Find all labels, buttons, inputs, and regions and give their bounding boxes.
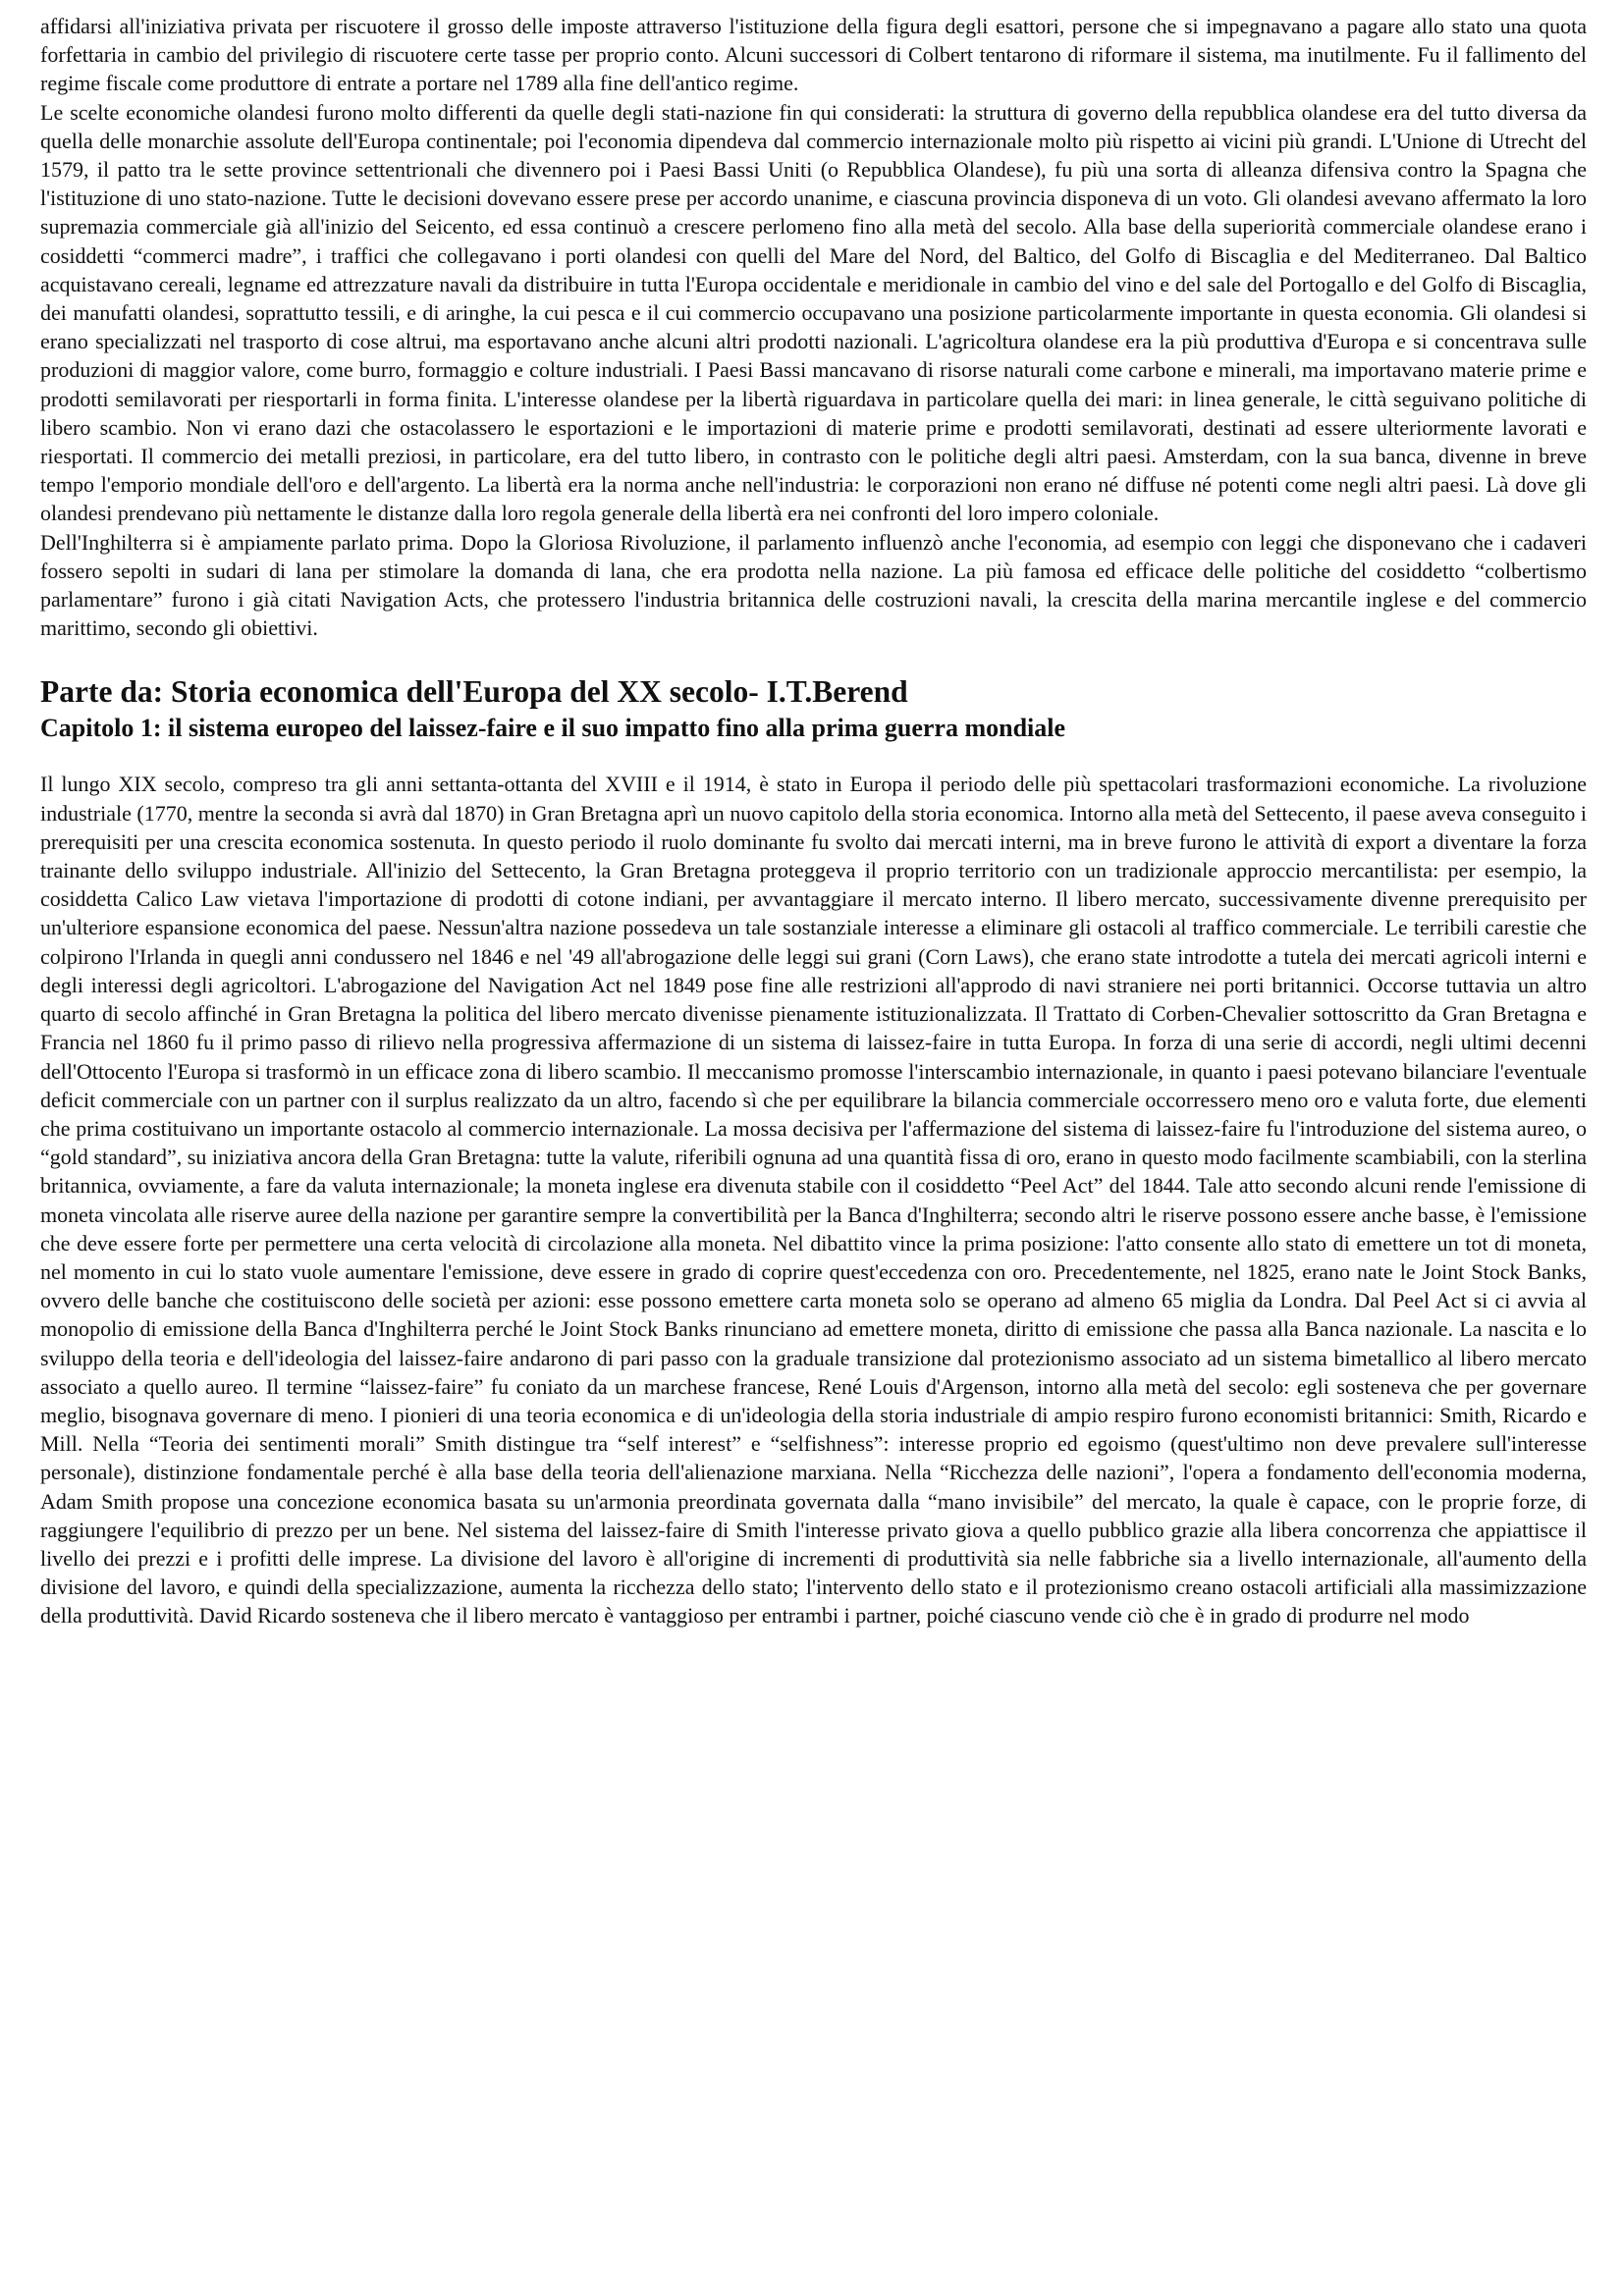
paragraph-long-nineteenth-century: Il lungo XIX secolo, compreso tra gli anni settanta-ottanta del XVIII e il 1914, è stato in Europa il periodo delle più spettacolari trasformazioni economiche. La rivoluzione industriale (1770, mentre la seconda si avrà dal 1870) in Gran Bretagna aprì un nuovo capitolo della storia economica. Intorno alla metà del Settecento, il paese aveva conseguito i prerequisiti per una crescita economica sostenuta. In questo periodo il ruolo dominante fu svolto dai mercati interni, ma in breve furono le attività di export a diventare la forza trainante dello sviluppo industriale. All'inizio del Settecento, la Gran Bretagna proteggeva il proprio territorio con un tradizionale approccio mercantilista: per esempio, la cosiddetta Calico Law vietava l'importazione di prodotti di cotone indiani, per avvantaggiare il mercato interno. Il libero mercato, successivamente divenne prerequisito per un'ulteriore espansione economica del paese. Nessun'altra nazione possedeva un tale sostanziale interesse a eliminare gli ostacoli al traffico commerciale. Le terribili carestie che colpirono l'Irlanda in quegli anni condussero nel 1846 e nel '49 all'abrogazione delle leggi sui grani (Corn Laws), che erano state introdotte a tutela dei mercati agricoli interni e degli interessi degli agricoltori. L'abrogazione del Navigation Act nel 1849 pose fine alle restrizioni all'approdo di navi straniere nei porti britannici. Occorse tuttavia un altro quarto di secolo affinché in Gran Bretagna la politica del libero mercato divenisse pienamente istituzionalizzata. Il Trattato di Corben-Chevalier sottoscritto da Gran Bretagna e Francia nel 1860 fu il primo passo di rilievo nella progressiva affermazione di un sistema di laissez-faire in tutta Europa. In forza di una serie di accordi, negli ultimi decenni dell'Ottocento l'Europa si trasformò in un efficace zona di libero scambio. Il meccanismo promosse l'interscambio internazionale, in quanto i paesi potevano bilanciare l'eventuale deficit commerciale con un partner con il surplus realizzato da un altro, facendo sì che per equilibrare la bilancia commerciale occorressero meno oro e valuta forte, due elementi che prima costituivano un importante ostacolo al commercio internazionale. La mossa decisiva per l'affermazione del sistema di laissez-faire fu l'introduzione del sistema aureo, o “gold standard”, su iniziativa ancora della Gran Bretagna: tutte la valute, riferibili ognuna ad una quantità fissa di oro, erano in questo modo facilmente scambiabili, con la sterlina britannica, ovviamente, a fare da valuta internazionale; la moneta inglese era divenuta stabile con il cosiddetto “Peel Act” del 1844. Tale atto secondo alcuni rende l'emissione di moneta vincolata alle riserve auree della nazione per garantire sempre la convertibilità per la Banca d'Inghilterra; secondo altri le riserve possono essere anche basse, è l'emissione che deve essere forte per permettere una certa velocità di circolazione alla moneta. Nel dibattito vince la prima posizione: l'atto consente allo stato di emettere un tot di moneta, nel momento in cui lo stato vuole aumentare l'emissione, deve essere in grado di coprire quest'eccedenza con oro. Precedentemente, nel 1825, erano nate le Joint Stock Banks, ovvero delle banche che costituiscono delle società per azioni: esse possono emettere carta moneta solo se operano ad almeno 65 miglia da Londra. Dal Peel Act si ci avvia al monopolio di emissione della Banca d'Inghilterra perché le Joint Stock Banks rinunciano ad emettere moneta, diritto di emissione che passa alla Banca nazionale. La nascita e lo sviluppo della teoria e dell'ideologia del laissez-faire andarono di pari passo con la graduale transizione dal protezionismo associato ad un sistema bimetallico al libero mercato associato a quello aureo. Il termine “laissez-faire” fu coniato da un marchese francese, René Louis d'Argenson, intorno alla metà del secolo: egli sosteneva che per governare meglio, bisognava governare di meno. I pionieri di una teoria economica e di un'ideologia della storia industriale di ampio respiro furono economisti britannici: Smith, Ricardo e Mill. Nella “Teoria dei sentimenti morali” Smith distingue tra “self interest” e “selfishness”: interesse proprio ed egoismo (quest'ultimo non deve prevalere sull'interesse personale), distinzione fondamentale perché è alla base della teoria dell'alienazione marxiana. Nella “Ricchezza delle nazioni”, l'opera a fondamento dell'economia moderna, Adam Smith propose una concezione economica basata su un'armonia preordinata governata dalla “mano invisibile” del mercato, la quale è capace, con le proprie forze, di raggiungere l'equilibrio di prezzo per un bene. Nel sistema del laissez-faire di Smith l'interesse privato giova a quello pubblico grazie alla libera concorrenza che appiattisce il livello dei prezzi e i profitti delle imprese. La divisione del lavoro è all'origine di incrementi di produttività sia nelle fabbriche sia a livello internazionale, all'aumento della divisione del lavoro, e quindi della specializzazione, aumenta la ricchezza dello stato; l'intervento dello stato e il protezionismo creano ostacoli artificiali alla massimizzazione della produttività. David Ricardo sosteneva che il libero mercato è vantaggioso per entrambi i partner, poiché ciascuno vende ciò che è in grado di produrre nel modo [40, 772, 1587, 1629]
paragraph-england: Dell'Inghilterra si è ampiamente parlato prima. Dopo la Gloriosa Rivoluzione, il parlamento influenzò anche l'economia, ad esempio con leggi che disponevano che i cadaveri fossero sepolti in sudari di lana per stimolare la domanda di lana, che era prodotta nella nazione. La più famosa ed efficace delle politiche del cosiddetto “colbertismo parlamentare” furono i già citati Navigation Acts, che protessero l'industria britannica delle costruzioni navali, la crescita della marina mercantile inglese e del commercio marittimo, secondo gli obiettivi. [40, 529, 1587, 641]
paragraph-dutch-economy: Le scelte economiche olandesi furono molto differenti da quelle degli stati-nazione fin qui considerati: la struttura di governo della repubblica olandese era del tutto diversa da quella delle monarchie assolute dell'Europa continentale; poi l'economia dipendeva dal commercio internazionale molto più rispetto ai vicini più grandi. L'Unione di Utrecht del 1579, il patto tra le sette province settentrionali che divennero poi i Paesi Bassi Uniti (o Repubblica Olandese), fu più una sorta di alleanza difensiva contro la Spagna che l'istituzione di uno stato-nazione. Tutte le decisioni dovevano essere prese per accordo unanime, e ciascuna provincia disponeva di un voto. Gli olandesi avevano affermato la loro supremazia commerciale già all'inizio del Seicento, ed essa continuò a crescere perlomeno fino alla metà del secolo. Alla base della superiorità commerciale olandese erano i cosiddetti “commerci madre”, i traffici che collegavano i porti olandesi con quelli del Mare del Nord, del Baltico, del Golfo di Biscaglia e del Mediterraneo. Dal Baltico acquistavano cereali, legname ed attrezzature navali da distribuire in tutta l'Europa occidentale e meridionale in cambio del vino e del sale del Portogallo e del Golfo di Biscaglia, dei manufatti olandesi, soprattutto tessili, e di aringhe, la cui pesca e il cui commercio occupavano una posizione particolarmente importante in questa economia. Gli olandesi si erano specializzati nel trasporto di cose altrui, ma esportavano anche alcuni altri prodotti nazionali. L'agricoltura olandese era la più produttiva d'Europa e si concentrava sulle produzioni di maggior valore, come burro, formaggio e colture industriali. I Paesi Bassi mancavano di risorse naturali come carbone e minerali, ma importavano materie prime e prodotti semilavorati per riesportarli in forma finita. L'interesse olandese per la libertà riguardava in particolare quella dei mari: in linea generale, le città seguivano politiche di libero scambio. Non vi erano dazi che ostacolassero le esportazioni e le importazioni di materie prime e prodotti semilavorati, destinati ad essere ulteriormente lavorati e riesportati. Il commercio dei metalli preziosi, in particolare, era del tutto libero, in contrasto con le politiche degli altri paesi. Amsterdam, con la sua banca, divenne in breve tempo l'emporio mondiale dell'oro e dell'argento. La libertà era la norma anche nell'industria: le corporazioni non erano né diffuse né potenti come negli altri paesi. Là dove gli olandesi prendevano più nettamente le distanze dalla loro regola generale della libertà era nei confronti del loro impero coloniale. [40, 99, 1587, 526]
paragraph-french-fiscal-system: affidarsi all'iniziativa privata per riscuotere il grosso delle imposte attraverso l'istituzione della figura degli esattori, persone che si impegnavano a pagare allo stato una quota forfettaria in cambio del privilegio di riscuotere certe tasse per proprio conto. Alcuni successori di Colbert tentarono di riformare il sistema, ma inutilmente. Fu il fallimento del regime fiscale come produttore di entrate a portare nel 1789 alla fine dell'antico regime. [40, 14, 1587, 96]
section-title: Parte da: Storia economica dell'Europa del XX secolo- I.T.Berend [40, 674, 908, 710]
document-page [40, 0, 1587, 1630]
chapter-heading: Capitolo 1: il sistema europeo del laissez-faire e il suo impatto fino alla prima guerra mondiale [40, 714, 1066, 743]
